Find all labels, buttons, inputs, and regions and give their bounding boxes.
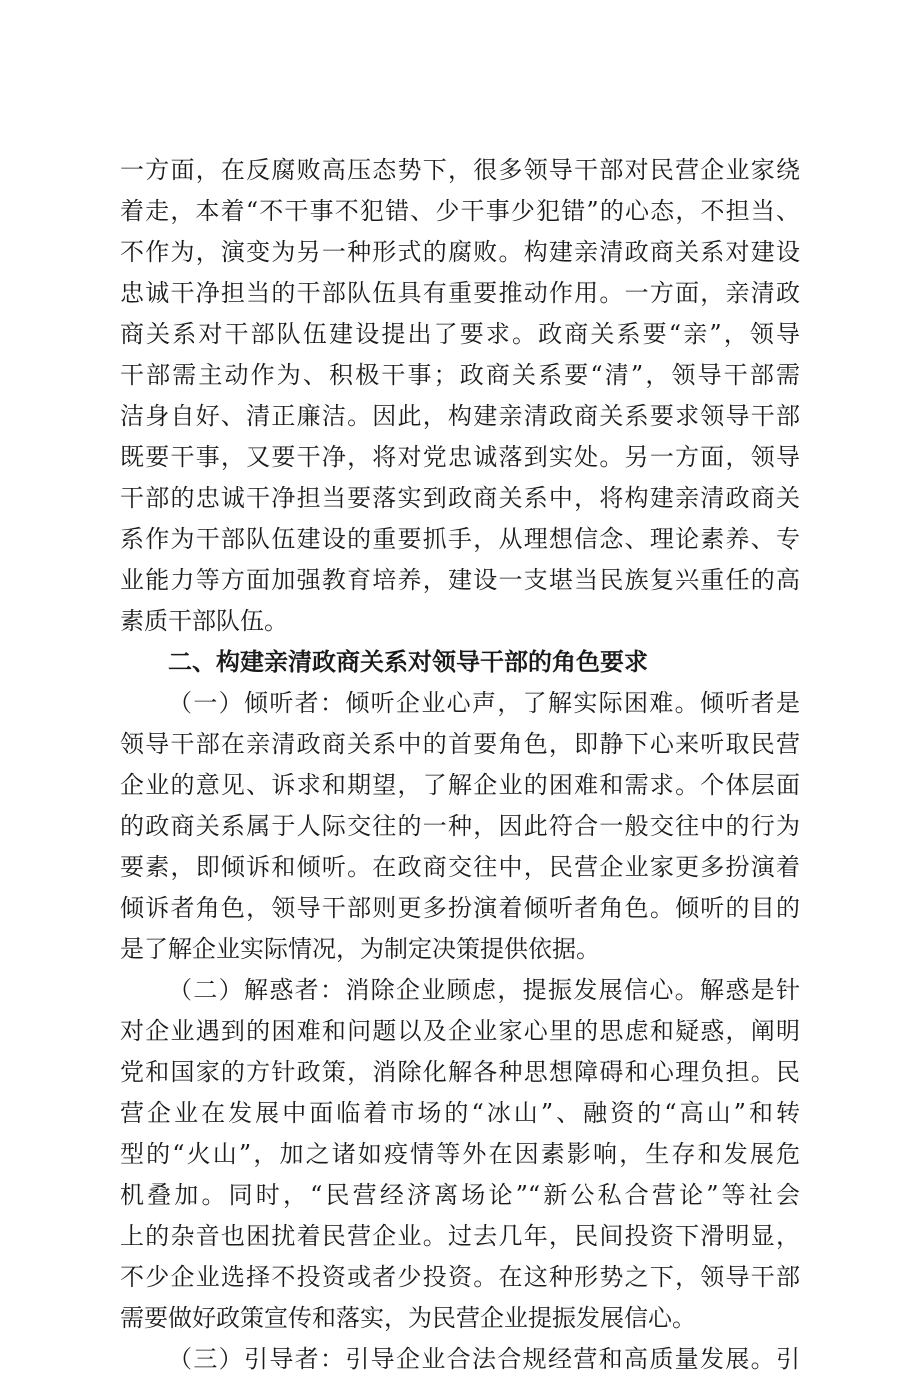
text-line: 素质干部队伍。 bbox=[120, 607, 288, 635]
text-line: 干部的忠诚干净担当要落实到政商关系中，将构建亲清政商关 bbox=[120, 484, 800, 512]
paragraph-anti-corruption bbox=[120, 150, 800, 642]
text-line: 需要做好政策宣传和落实，为民营企业提振发展信心。 bbox=[120, 1304, 696, 1332]
text-line: 着走，本着“不干事不犯错、少干事少犯错”的心态，不担当、 bbox=[120, 197, 800, 225]
text-line: 洁身自好、清正廉洁。因此，构建亲清政商关系要求领导干部 bbox=[120, 402, 800, 430]
text-line: 商关系对干部队伍建设提出了要求。政商关系要“亲”，领导 bbox=[120, 320, 800, 348]
subsection-first-line: （一）倾听者：倾听企业心声，了解实际困难。倾听者是 bbox=[168, 689, 800, 717]
text-line: 企业的意见、诉求和期望，了解企业的困难和需求。个体层面 bbox=[120, 771, 800, 799]
text-line: 一方面，在反腐败高压态势下，很多领导干部对民营企业家绕 bbox=[120, 156, 800, 184]
text-line: 既要干事，又要干净，将对党忠诚落到实处。另一方面，领导 bbox=[120, 443, 800, 471]
text-line: 型的“火山”，加之诸如疫情等外在因素影响，生存和发展危 bbox=[120, 1140, 800, 1168]
paragraph-listener bbox=[120, 683, 800, 970]
text-line: 忠诚干净担当的干部队伍具有重要推动作用。一方面，亲清政 bbox=[120, 279, 800, 307]
document-body bbox=[120, 150, 800, 1380]
text-line: 系作为干部队伍建设的重要抓手，从理想信念、理论素养、专 bbox=[120, 525, 800, 553]
text-line: 对企业遇到的困难和问题以及企业家心里的思虑和疑惑，阐明 bbox=[120, 1017, 800, 1045]
text-line: 业能力等方面加强教育培养，建设一支堪当民族复兴重任的高 bbox=[120, 566, 800, 594]
text-line: 干部需主动作为、积极干事；政商关系要“清”，领导干部需 bbox=[120, 361, 800, 389]
text-line: 营企业在发展中面临着市场的“冰山”、融资的“高山”和转 bbox=[120, 1099, 800, 1127]
text-line: 党和国家的方针政策，消除化解各种思想障碍和心理负担。民 bbox=[120, 1058, 800, 1086]
text-line: 上的杂音也困扰着民营企业。过去几年，民间投资下滑明显， bbox=[120, 1222, 800, 1250]
paragraph-resolver bbox=[120, 970, 800, 1339]
text-line: 是了解企业实际情况，为制定决策提供依据。 bbox=[120, 935, 600, 963]
text-line: 要素，即倾诉和倾听。在政商交往中，民营企业家更多扮演着 bbox=[120, 853, 800, 881]
text-line: 领导干部在亲清政商关系中的首要角色，即静下心来听取民营 bbox=[120, 730, 800, 758]
section-heading: 二、构建亲清政商关系对领导干部的角色要求 bbox=[168, 648, 648, 676]
subsection-first-line: （三）引导者：引导企业合法合规经营和高质量发展。引 bbox=[168, 1345, 800, 1373]
subsection-first-line: （二）解惑者：消除企业顾虑，提振发展信心。解惑是针 bbox=[168, 976, 800, 1004]
text-line: 不少企业选择不投资或者少投资。在这种形势之下，领导干部 bbox=[120, 1263, 800, 1291]
text-line: 的政商关系属于人际交往的一种，因此符合一般交往中的行为 bbox=[120, 812, 800, 840]
paragraph-guide bbox=[120, 1339, 800, 1380]
text-line: 机叠加。同时，“民营经济离场论”“新公私合营论”等社会 bbox=[120, 1181, 800, 1209]
text-line: 倾诉者角色，领导干部则更多扮演着倾听者角色。倾听的目的 bbox=[120, 894, 800, 922]
text-line: 不作为，演变为另一种形式的腐败。构建亲清政商关系对建设 bbox=[120, 238, 800, 266]
